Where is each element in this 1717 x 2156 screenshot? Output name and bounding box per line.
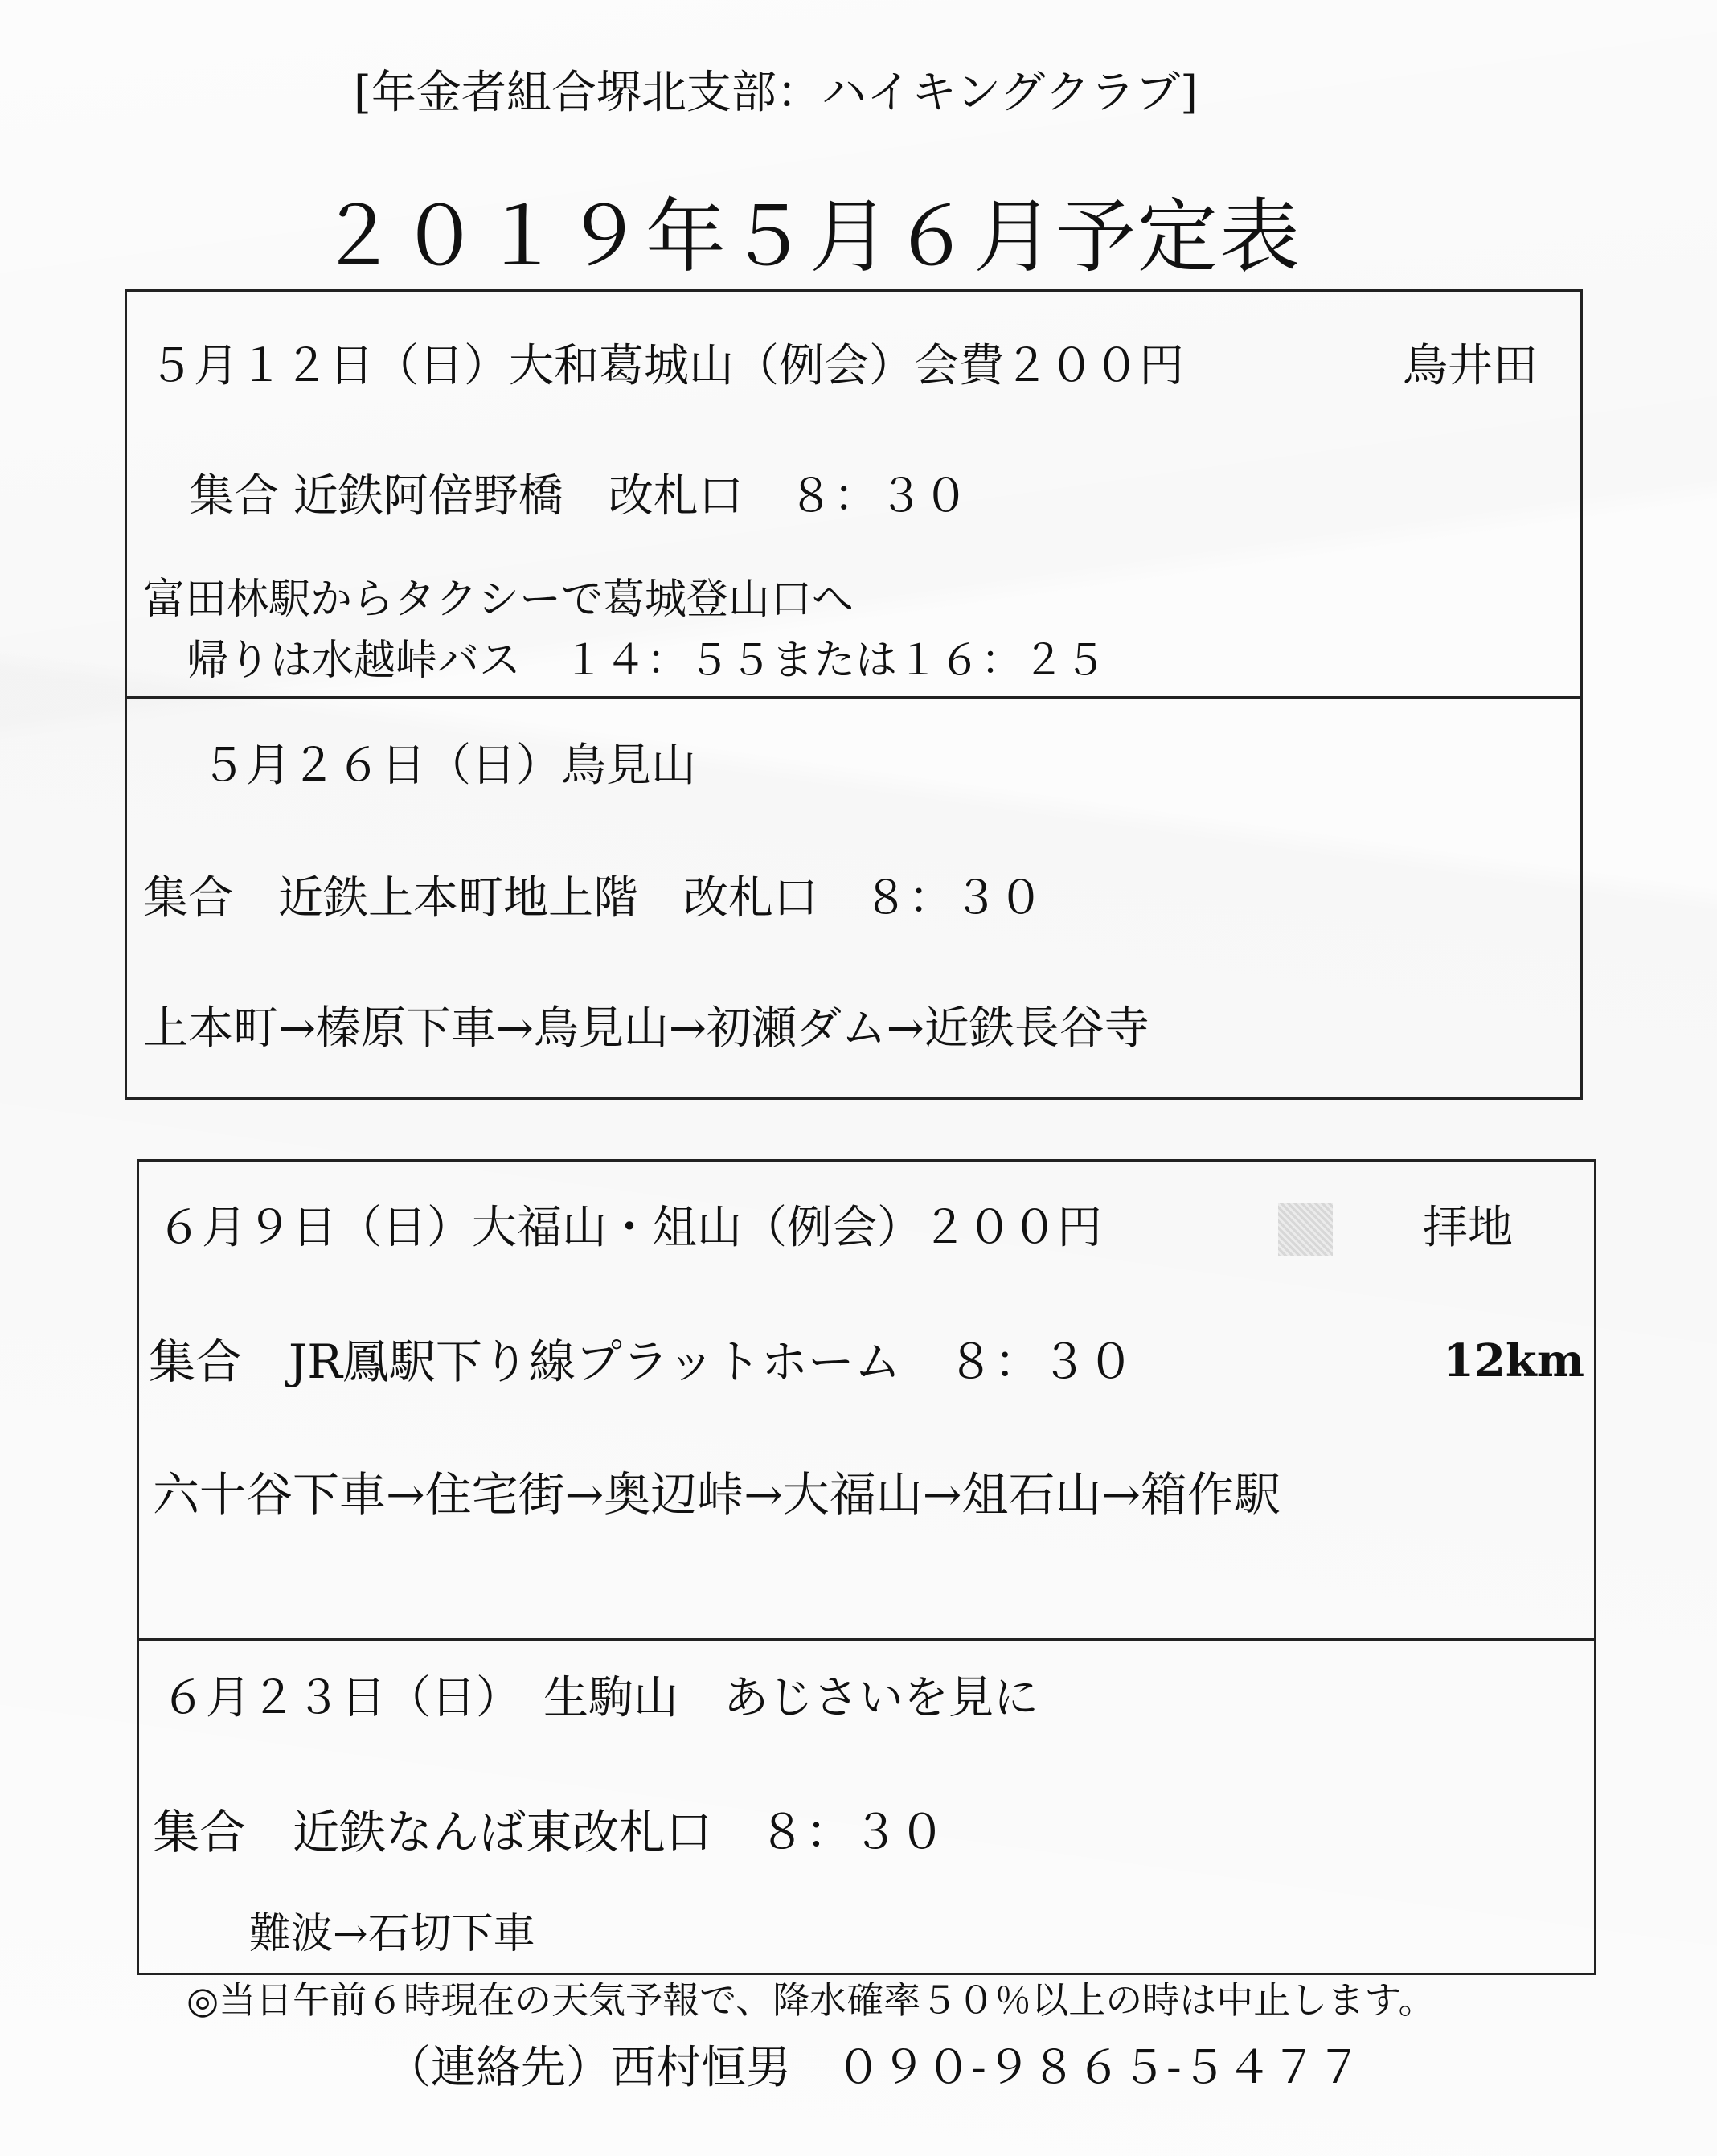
may-divider	[125, 696, 1583, 699]
cancellation-notice: ◎当日午前６時現在の天気予報で、降水確率５０％以上の時は中止します。	[186, 1978, 1436, 2022]
event-jun9-leader: 拝地	[1423, 1202, 1513, 1254]
event-jun23-title: ６月２３日（日） 生駒山 あじさいを見に	[161, 1672, 1039, 1724]
june-divider	[137, 1638, 1596, 1641]
event-jun9-meeting: 集合 JR鳳駅下り線プラットホーム ８：３０	[149, 1334, 1134, 1389]
contact-line: （連絡先）西村恒男 ０９０-９８６５-５４７７	[386, 2042, 1362, 2094]
may-schedule-box	[125, 289, 1583, 1100]
club-name: [年金者組合堺北支部：ハイキングクラブ]	[354, 67, 1199, 119]
event-may26-meeting: 集合 近鉄上本町地上階 改札口 ８：３０	[143, 872, 1043, 924]
event-jun9-title: ６月９日（日）大福山・俎山（例会）２００円	[157, 1202, 1102, 1254]
event-may26-route: 上本町→榛原下車→鳥見山→初瀬ダム→近鉄長谷寺	[143, 1002, 1149, 1055]
event-may26-title: ５月２６日（日）鳥見山	[201, 740, 696, 792]
event-may12-note-bus: 帰りは水越峠バス １４：５５または１６：２５	[186, 637, 1107, 685]
event-may12-meeting: 集合 近鉄阿倍野橋 改札口 ８：３０	[189, 470, 969, 523]
page-title: ２０１９年５月６月予定表	[318, 190, 1301, 284]
event-jun23-meeting: 集合 近鉄なんば東改札口 ８：３０	[153, 1805, 946, 1859]
event-may12-note-taxi: 富田林駅からタクシーで葛城登山口へ	[143, 576, 854, 624]
event-jun9-route: 六十谷下車→住宅街→奥辺峠→大福山→俎石山→箱作駅	[153, 1467, 1281, 1522]
event-may12-leader: 鳥井田	[1403, 340, 1538, 392]
event-jun23-route: 難波→石切下車	[249, 1910, 535, 1958]
event-may12-title: ５月１２日（日）大和葛城山（例会）会費２００円	[149, 340, 1184, 392]
redacted-smudge	[1278, 1203, 1333, 1256]
event-jun9-distance: 12km	[1443, 1334, 1584, 1387]
